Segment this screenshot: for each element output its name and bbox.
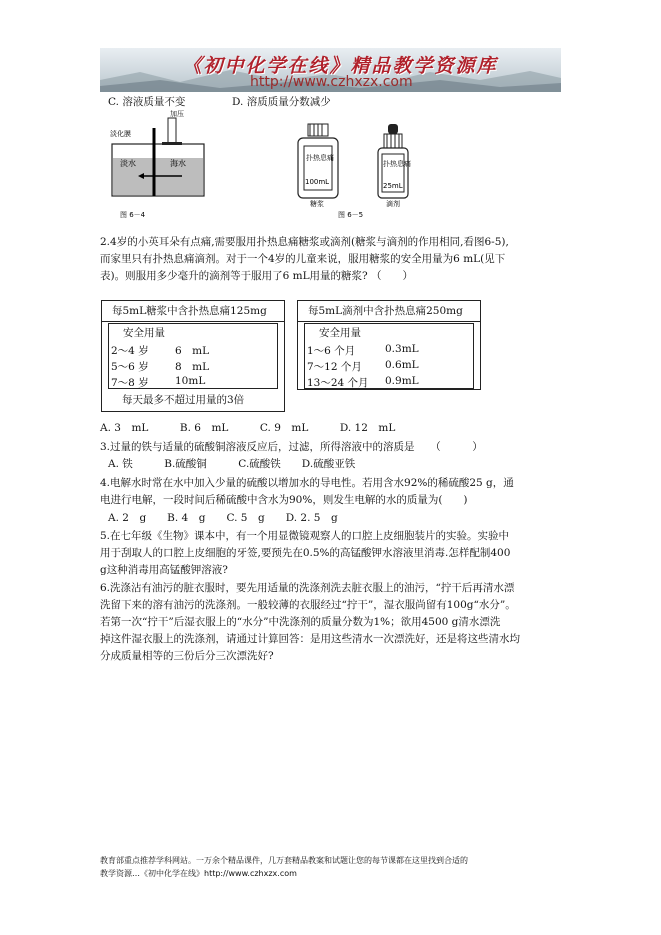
q5-line2: 用于刮取人的口腔上皮细胞的牙签,要预先在0.5%的高锰酸钾水溶液里消毒.怎样配制400 [100, 547, 511, 559]
q6-line4: 掉这件湿衣服上的洗涤剂，请通过计算回答：是用这些清水一次漂洗好，还是将这些清水均 [100, 633, 520, 645]
syrup-row-3-age: 7～8 岁 [111, 377, 149, 389]
bottle2-volume: 25mL [383, 182, 403, 190]
drops-row-1-dose: 0.3mL [385, 343, 419, 355]
caption-fig-6-4: 图 6－4 [120, 211, 146, 219]
label-membrane: 淡化膜 [110, 130, 131, 138]
syrup-row-1-dose: 6 mL [175, 345, 210, 357]
q3-stem: 3.过量的铁与适量的硫酸铜溶液反应后，过滤，所得溶液中的溶质是 （ ） [100, 441, 483, 453]
drops-row-3-age: 13～24 个月 [307, 377, 369, 389]
footer-line1: 教育部重点推荐学科网站。一万余个精品课件，几万套精品教案和试题让您的每节课都在这里找到合适的 [100, 856, 468, 865]
drops-row-3-dose: 0.9mL [385, 375, 419, 387]
syrup-row-2-age: 5～6 岁 [111, 361, 149, 373]
caption-fig-6-5: 图 6－5 [338, 211, 364, 219]
table-drops-safe: 安全用量 [319, 327, 361, 339]
syrup-row-3-dose: 10mL [175, 375, 206, 387]
label-fresh-water: 淡水 [120, 159, 136, 168]
option-d: D. 溶质质量分数减少 [232, 96, 331, 108]
bottle1-name: 扑热息痛 [306, 154, 334, 162]
q6-line1: 6.洗涤沾有油污的脏衣服时，要先用适量的洗涤剂洗去脏衣服上的油污，“拧干后再清水漂 [100, 582, 515, 594]
q6-line2: 洗留下来的溶有油污的洗涤剂。一般较薄的衣服经过“拧干”，湿衣服尚留有100g“水分”。 [100, 599, 516, 611]
bottle1-type: 糖浆 [310, 200, 324, 208]
table-syrup [101, 300, 285, 412]
table-drops-inner [304, 323, 474, 389]
header-banner [100, 48, 561, 92]
drops-row-2-dose: 0.6mL [385, 359, 419, 371]
q3-options: A. 铁 B.硫酸铜 C.硫酸铁 D.硫酸亚铁 [108, 458, 356, 470]
syrup-row-1-age: 2～4 岁 [111, 345, 149, 357]
bottle2-type: 滴剂 [386, 200, 400, 208]
label-pressure: 加压 [170, 110, 184, 118]
bottle2-name: 扑热息痛 [383, 160, 411, 168]
footer-line2[interactable]: 教学资源…《初中化学在线》http://www.czhxzx.com [100, 869, 297, 878]
q2-line1: 2.4岁的小英耳朵有点痛,需要服用扑热息痛糖浆或滴剂(糖浆与滴剂的作用相同,看图6-5), [100, 236, 509, 248]
table-drops-header: 每5mL滴剂中含扑热息痛250mg [298, 301, 480, 322]
table-syrup-header: 每5mL糖浆中含扑热息痛125mg [102, 301, 284, 322]
table-syrup-inner [108, 323, 278, 389]
footer-notice [100, 854, 570, 880]
table-syrup-safe: 安全用量 [123, 327, 165, 339]
q2-line3: 表)。则服用多少毫升的滴剂等于服用了6 mL用量的糖浆? （ ） [100, 270, 414, 282]
option-c: C. 溶液质量不变 [108, 96, 186, 108]
figure-6-4 [106, 108, 218, 220]
q2-line2: 而家里只有扑热息痛滴剂。对于一个4岁的儿童来说，服用糖浆的安全用量为6 mL(见下 [100, 253, 506, 265]
bottle1-volume: 100mL [305, 178, 330, 186]
q5-line1: 5.在七年级《生物》课本中，有一个用显微镜观察人的口腔上皮细胞装片的实验。实验中 [100, 530, 510, 542]
table-drops [297, 300, 481, 390]
banner-title: 《初中化学在线》精品教学资源库 [182, 55, 498, 77]
table-syrup-footer: 每天最多不超过用量的3倍 [122, 394, 245, 406]
drops-row-2-age: 7～12 个月 [307, 361, 362, 373]
label-sea-water: 海水 [170, 159, 186, 168]
q4-options: A. 2 g B. 4 g C. 5 g D. 2. 5 g [108, 512, 338, 524]
drops-row-1-age: 1～6 个月 [307, 345, 356, 357]
syrup-row-2-dose: 8 mL [175, 361, 210, 373]
q6-line3: 若第一次“拧干”后湿衣服上的“水分”中洗涤剂的质量分数为1%；欲用4500 g清水漂洗 [100, 616, 501, 628]
q4-line2: 电进行电解，一段时间后稀硫酸中含水为90%，则发生电解的水的质量为( ) [100, 494, 468, 506]
q5-line3: g这种消毒用高锰酸钾溶液? [100, 564, 228, 576]
figure-6-5 [290, 120, 420, 220]
q6-line5: 分成质量相等的三份后分三次漂洗好? [100, 650, 274, 662]
q4-line1: 4.电解水时常在水中加入少量的硫酸以增加水的导电性。若用含水92%的稀硫酸25 g，通 [100, 477, 514, 489]
banner-url[interactable]: http://www.czhxzx.com [250, 74, 413, 90]
q2-options: A. 3 mL B. 6 mL C. 9 mL D. 12 mL [100, 422, 396, 434]
